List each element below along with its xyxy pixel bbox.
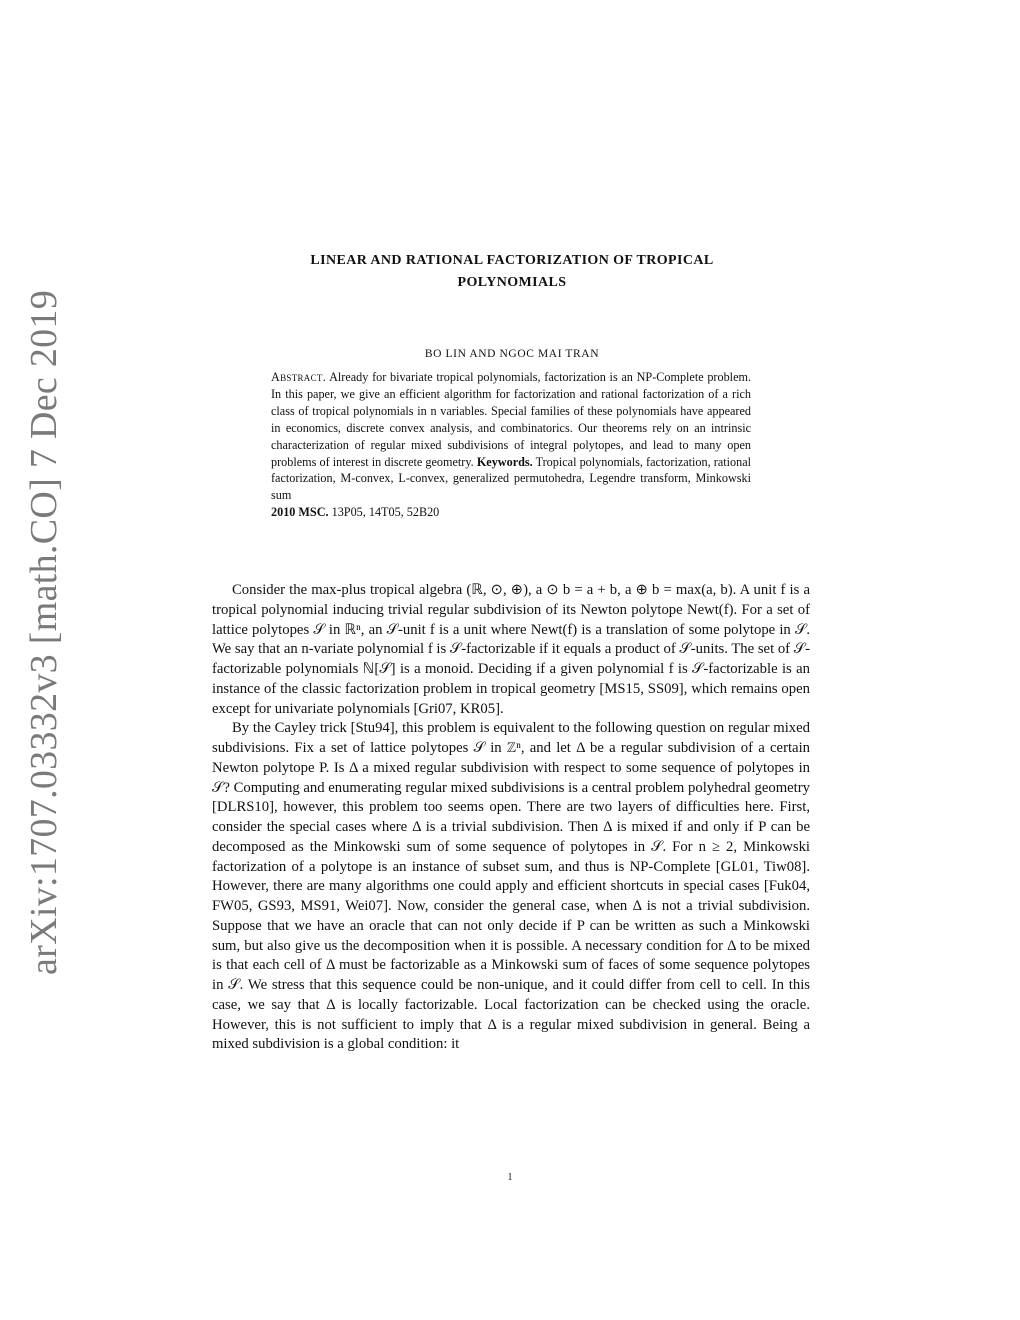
keywords-text: Tropical polynomials, factorization, rational factorization, M-convex, L-convex, generalized permutohedra, Legendre transform, Minkowski sum (271, 454, 752, 503)
body-text (212, 581, 810, 1055)
body-paragraph-1: Consider the max-plus tropical algebra (ℝ, ⊙, ⊕), a ⊙ b = a + b, a ⊕ b = max(a, b). A unit f is a tropical polynomial inducing trivial regular subdivision of its Newton polytope Newt(f). For a set of lattice polytopes 𝒮 in ℝⁿ, an 𝒮-unit f is a unit where Newt(f) is a translation of some polytope in 𝒮. We say that an n-variate polynomial f is 𝒮-factorizable if it equals a product of 𝒮-units. The set of 𝒮-factorizable polynomials ℕ[𝒮] is a monoid. Deciding if a given polynomial f is 𝒮-factorizable is an instance of the classic factorization problem in tropical geometry [MS15, SS09], which remains open except for univariate polynomials [Gri07, KR05]. (212, 582, 810, 717)
arxiv-identifier-stamp: arXiv:1707.03332v3 [math.CO] 7 Dec 2019 (23, 289, 65, 975)
msc-label: 2010 MSC. (271, 505, 329, 520)
abstract (271, 369, 751, 521)
abstract-label: Abstract. (271, 370, 327, 384)
title-line-2: POLYNOMIALS (457, 275, 567, 290)
authors: BO LIN AND NGOC MAI TRAN (424, 348, 600, 360)
msc-codes: 13P05, 14T05, 52B20 (331, 505, 440, 520)
body-paragraph-2: By the Cayley trick [Stu94], this problem is equivalent to the following question on regular mixed subdivisions. Fix a set of lattice polytopes 𝒮 in ℤⁿ, and let Δ be a regular subdivision of a certain Newton polytope P. Is Δ a mixed regular subdivision with respect to some sequence of polytopes in 𝒮? Computing and enumerating regular mixed subdivisions is a central problem polyhedral geometry [DLRS10], however, this problem too seems open. There are two layers of difficulties here. First, consider the special cases where Δ is a trivial subdivision. Then Δ is mixed if and only if P can be decomposed as the Minkowski sum of some sequence of polytopes in 𝒮. For n ≥ 2, Minkowski factorization of a polytope is an instance of subset sum, and thus is NP-Complete [GL01, Tiw08]. However, there are many algorithms one could apply and efficient shortcuts in special cases [Fuk04, FW05, GS93, MS91, Wei07]. Now, consider the general case, when Δ is not a trivial subdivision. Suppose that we have an oracle that can not only decide if P can be written as such a Minkowski sum, but also give us the decomposition when it is possible. A necessary condition for Δ to be mixed is that each cell of Δ must be factorizable as a Minkowski sum of faces of some sequence polytopes in 𝒮. We stress that this sequence could be non-unique, and it could differ from cell to cell. In this case, we say that Δ is locally factorizable. Local factorization can be checked using the oracle. However, this is not sufficient to imply that Δ is a regular mixed subdivision in general. Being a mixed subdivision is a global condition: it (212, 720, 810, 1053)
keywords-label: Keywords. (476, 454, 533, 469)
abstract-text: Already for bivariate tropical polynomials, factorization is an NP-Complete problem. In this paper, we give an efficient algorithm for factorization and rational factorization of a rich class of tropical polynomials in n variables. Special families of these polynomials have appeared in economics, discrete convex analysis, and combinatorics. Our theorems rely on an intrinsic characterization of regular mixed subdivisions of integral polytopes, and lead to many open problems of interest in discrete geometry. (271, 370, 752, 469)
title-line-1: LINEAR AND RATIONAL FACTORIZATION OF TROPICAL (310, 253, 714, 268)
page-number: 1 (507, 1172, 513, 1183)
paper-title (212, 250, 812, 294)
